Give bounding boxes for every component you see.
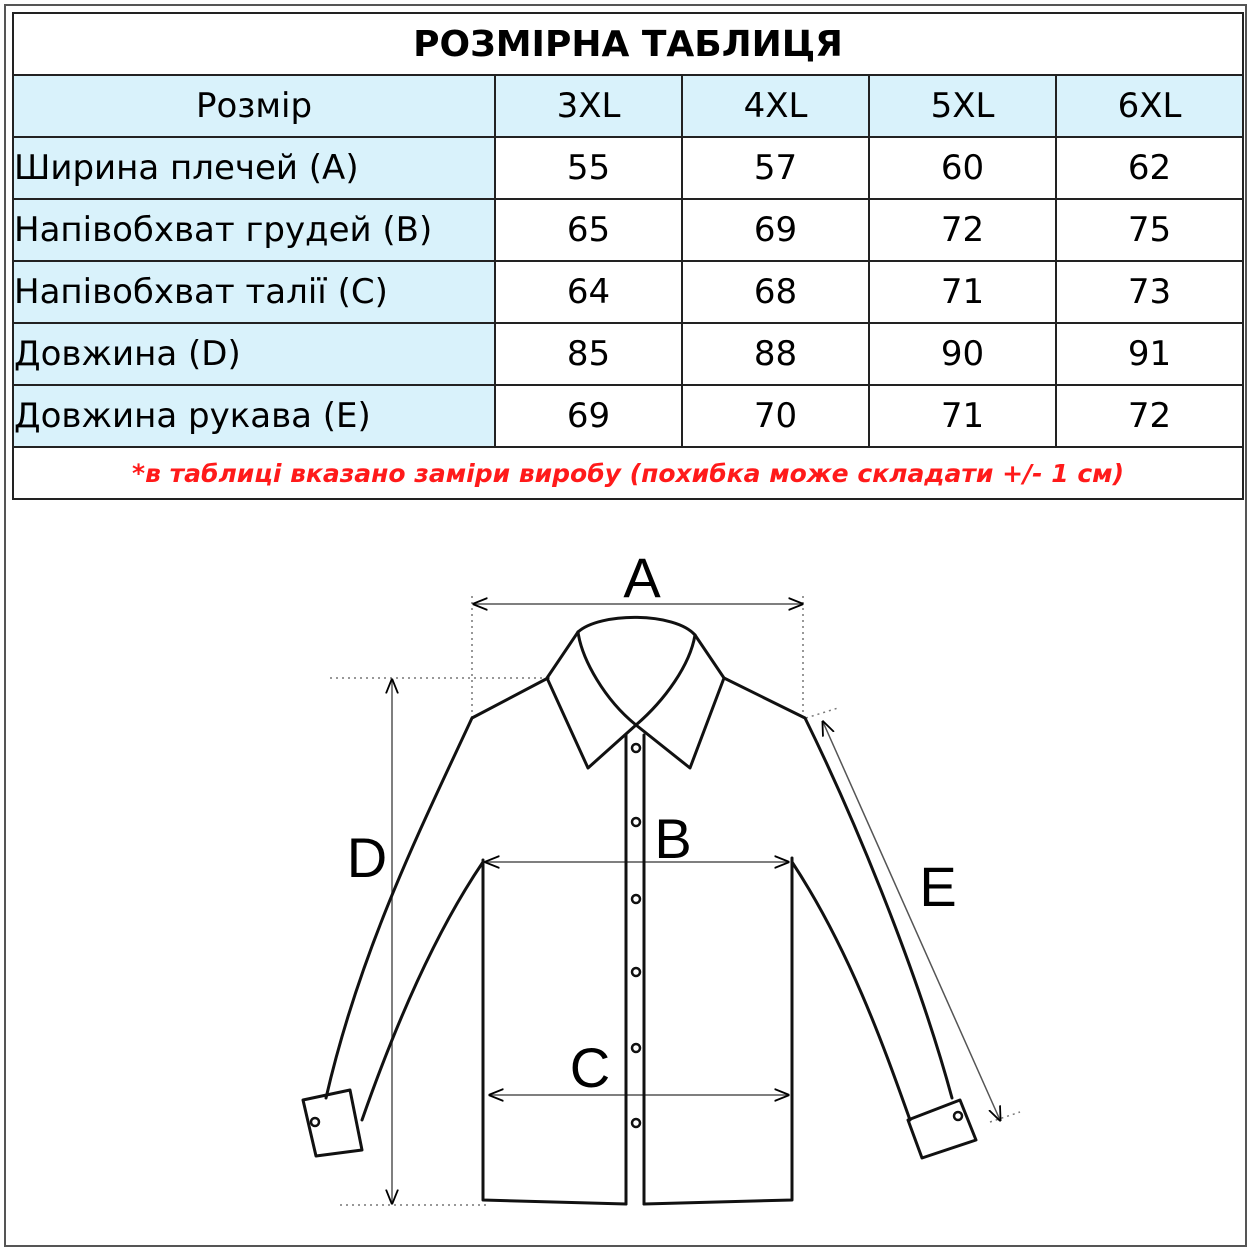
row-label: Напівобхват грудей (B): [13, 199, 495, 261]
collar-right: [636, 635, 724, 768]
button: [632, 968, 640, 976]
table-cell: 64: [495, 261, 682, 323]
table-cell: 60: [869, 137, 1056, 199]
table-cell: 91: [1056, 323, 1243, 385]
table-row: [13, 137, 1243, 199]
right-sleeve-inner: [792, 862, 910, 1120]
table-cell: 90: [869, 323, 1056, 385]
table-title: РОЗМІРНА ТАБЛИЦЯ: [13, 13, 1243, 75]
table-cell: 72: [869, 199, 1056, 261]
row-label: Довжина (D): [13, 323, 495, 385]
buttons: [311, 744, 962, 1127]
table-cell: 73: [1056, 261, 1243, 323]
collar-back: [578, 617, 695, 635]
table-header-row: [13, 75, 1243, 137]
header-6xl: 6XL: [1056, 75, 1243, 137]
table-row: [13, 385, 1243, 447]
button: [632, 744, 640, 752]
row-label: Довжина рукава (E): [13, 385, 495, 447]
table-cell: 65: [495, 199, 682, 261]
collar-left: [547, 632, 636, 768]
cuff-button: [311, 1118, 319, 1126]
table-row: [13, 323, 1243, 385]
table-row: [13, 199, 1243, 261]
header-5xl: 5XL: [869, 75, 1056, 137]
left-sleeve-inner: [362, 862, 483, 1120]
table-cell: 75: [1056, 199, 1243, 261]
table-cell: 62: [1056, 137, 1243, 199]
table-note: *в таблиці вказано заміри виробу (похибка може складати +/- 1 см): [13, 447, 1243, 499]
button: [632, 895, 640, 903]
button: [632, 1044, 640, 1052]
table-cell: 85: [495, 323, 682, 385]
guide-lines: [330, 596, 1020, 1205]
header-size: Розмір: [13, 75, 495, 137]
header-3xl: 3XL: [495, 75, 682, 137]
label-b: B: [654, 807, 692, 870]
cuff-button: [954, 1112, 962, 1120]
table-cell: 57: [682, 137, 869, 199]
shirt-outline: [303, 617, 976, 1204]
header-4xl: 4XL: [682, 75, 869, 137]
body-right: [644, 858, 792, 1204]
size-table: [12, 12, 1244, 500]
label-c: C: [569, 1036, 611, 1099]
table-cell: 68: [682, 261, 869, 323]
button: [632, 818, 640, 826]
neckline: [578, 632, 695, 725]
label-d: D: [346, 826, 388, 889]
table-cell: 69: [682, 199, 869, 261]
row-label: Напівобхват талії (C): [13, 261, 495, 323]
button: [632, 1119, 640, 1127]
table-cell: 55: [495, 137, 682, 199]
table-cell: 71: [869, 261, 1056, 323]
shirt-diagram: [0, 520, 1254, 1254]
arrow-e: [823, 722, 1000, 1120]
table-cell: 88: [682, 323, 869, 385]
label-a: A: [623, 546, 661, 609]
label-e: E: [919, 855, 957, 918]
table-row: [13, 261, 1243, 323]
right-sleeve-outer: [724, 678, 952, 1098]
table-cell: 72: [1056, 385, 1243, 447]
row-label: Ширина плечей (A): [13, 137, 495, 199]
body-left: [483, 860, 626, 1204]
table-cell: 70: [682, 385, 869, 447]
table-cell: 69: [495, 385, 682, 447]
table-cell: 71: [869, 385, 1056, 447]
right-cuff: [908, 1100, 976, 1158]
